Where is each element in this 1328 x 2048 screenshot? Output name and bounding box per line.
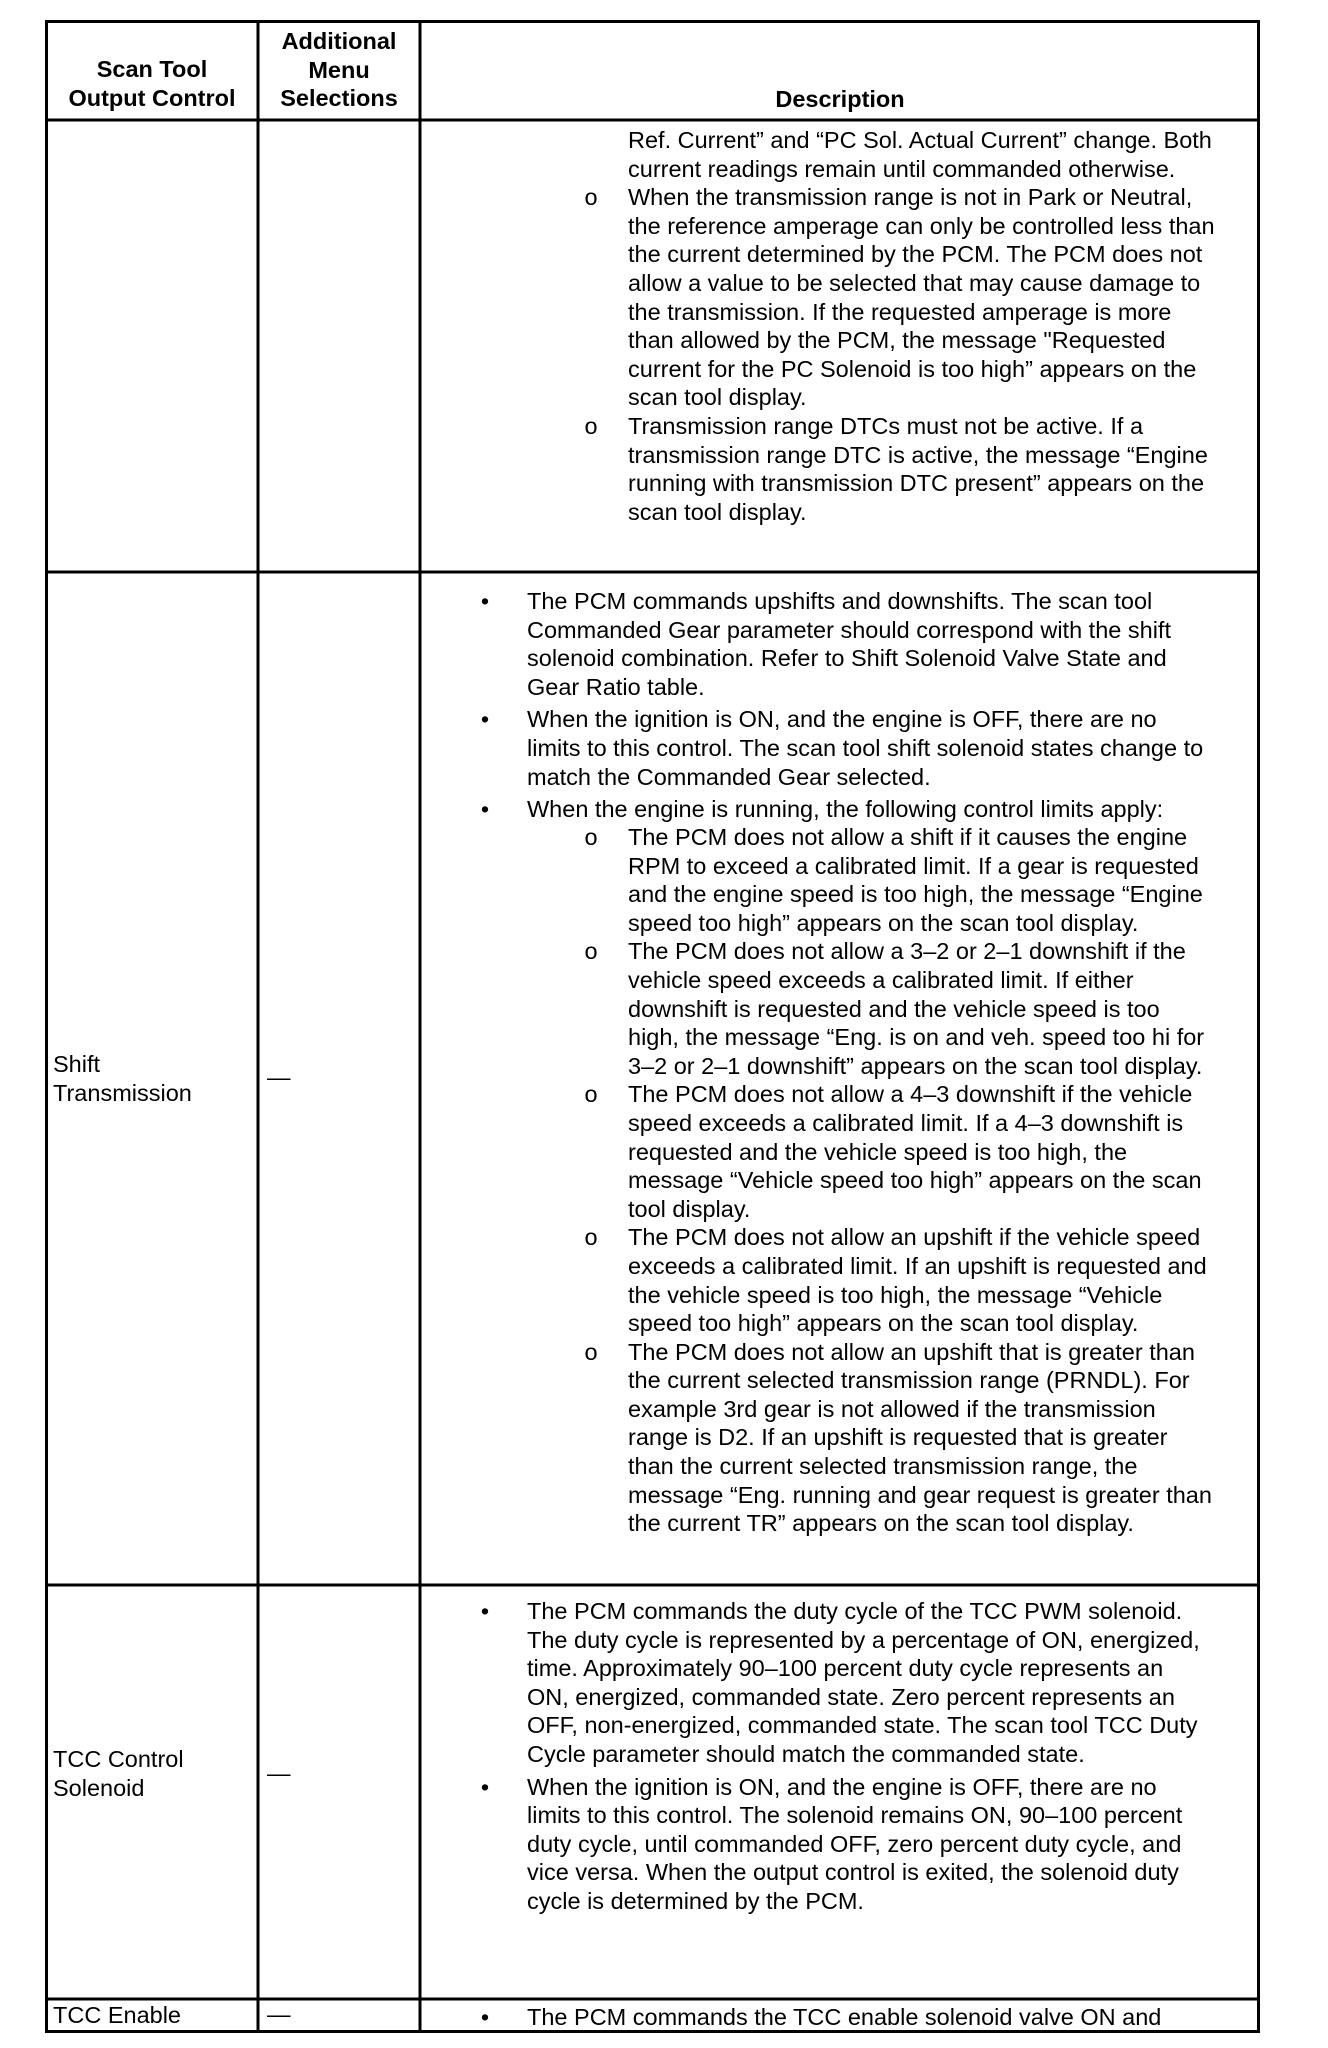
row1-lead-text: Ref. Current” and “PC Sol. Actual Current” change. Both current readings remain until commanded otherwise. bbox=[628, 127, 1212, 182]
header-description: Description bbox=[775, 86, 905, 112]
row1-description bbox=[584, 126, 1258, 526]
row1-sub-item: o Transmission range DTCs must not be active. If a transmission range DTC is active, the message “Engine running with transmission DTC present” appears on the scan tool display. bbox=[584, 412, 1208, 525]
header-additional-menu-selections: Additional Menu Selections bbox=[280, 28, 398, 112]
row2-sub-item: o The PCM does not allow an upshift if the vehicle speed exceeds a calibrated limit. If an upshift is requested and the vehicle speed is too high, the message “Vehicle speed too high” appears on the scan tool display. bbox=[584, 1224, 1207, 1337]
row2-sub-item: o The PCM does not allow a shift if it causes the engine RPM to exceed a calibrated limit. If a gear is requested and the engine speed is too high, the message “Engine speed too high” appears on the scan tool display. bbox=[584, 824, 1203, 936]
row2-sub-item: o The PCM does not allow an upshift that is greater than the current selected transmission range (PRNDL). For example 3rd gear is not allowed if the transmission range is D2. If an upshift is requested that is greater than the current selected transmission range, the message “Eng. running and gear request is greater than the current TR” appears on the scan tool display. bbox=[584, 1338, 1212, 1537]
row2-sub-list bbox=[584, 823, 1258, 1538]
row2-bullet-item: • When the engine is running, the following control limits apply: bbox=[480, 796, 1164, 823]
row1-sub-item: o When the transmission range is not in Park or Neutral, the reference amperage can only be controlled less than the current determined by the PCM. The PCM does not allow a value to be selected that may cause damage to the transmission. If the requested amperage is more than allowed by the PCM, the message "Requested current for the PC Solenoid is too high” appears on the scan tool display. bbox=[584, 184, 1215, 411]
row3-description bbox=[470, 1597, 1258, 1916]
row2-bullet-item: • The PCM commands upshifts and downshifts. The scan tool Commanded Gear parameter should correspond with the shift solenoid combination. Refer to Shift Solenoid Valve State and Gear Ratio table. bbox=[480, 588, 1171, 700]
row3-output-control: TCC Control Solenoid bbox=[53, 1746, 184, 1801]
row2-sub-item: o The PCM does not allow a 3–2 or 2–1 downshift if the vehicle speed exceeds a calibrated limit. If either downshift is requested and the vehicle speed is too high, the message “Eng. is on and veh. speed too hi for 3–2 or 2–1 downshift” appears on the scan tool display. bbox=[584, 938, 1205, 1079]
row3-bullet-item: • The PCM commands the duty cycle of the TCC PWM solenoid. The duty cycle is represented by a percentage of ON, energized, time. Approximately 90–100 percent duty cycle represents an ON, energized, commanded state. Zero percent represents an OFF, non-energized, commanded state. The scan tool TCC Duty Cycle parameter should match the commanded state. bbox=[480, 1598, 1200, 1767]
row2-selection: — bbox=[267, 1064, 291, 1090]
row2-description bbox=[470, 587, 1258, 824]
row4-bullet-item: • The PCM commands the TCC enable solenoid valve ON and bbox=[480, 2004, 1162, 2030]
row4-output-control: TCC Enable bbox=[53, 2002, 181, 2028]
row2-bullet-item: • When the ignition is ON, and the engine is OFF, there are no limits to this control. The scan tool shift solenoid states change to match the Commanded Gear selected. bbox=[480, 706, 1204, 790]
row4-description bbox=[470, 2003, 1258, 2032]
header-scan-tool-output-control: Scan Tool Output Control bbox=[68, 56, 236, 111]
row4-selection: — bbox=[267, 2001, 291, 2027]
row2-sub-item: o The PCM does not allow a 4–3 downshift if the vehicle speed exceeds a calibrated limit. If a 4–3 downshift is requested and the vehicle speed is too high, the message “Vehicle speed too high” appears on the scan tool display. bbox=[584, 1081, 1202, 1222]
row3-bullet-item: • When the ignition is ON, and the engine is OFF, there are no limits to this control. The solenoid remains ON, 90–100 percent duty cycle, until commanded OFF, zero percent duty cycle, and vice versa. When the output control is exited, the solenoid duty cycle is determined by the PCM. bbox=[480, 1773, 1183, 1914]
row2-output-control: Shift Transmission bbox=[53, 1051, 192, 1106]
row3-selection: — bbox=[267, 1760, 291, 1786]
